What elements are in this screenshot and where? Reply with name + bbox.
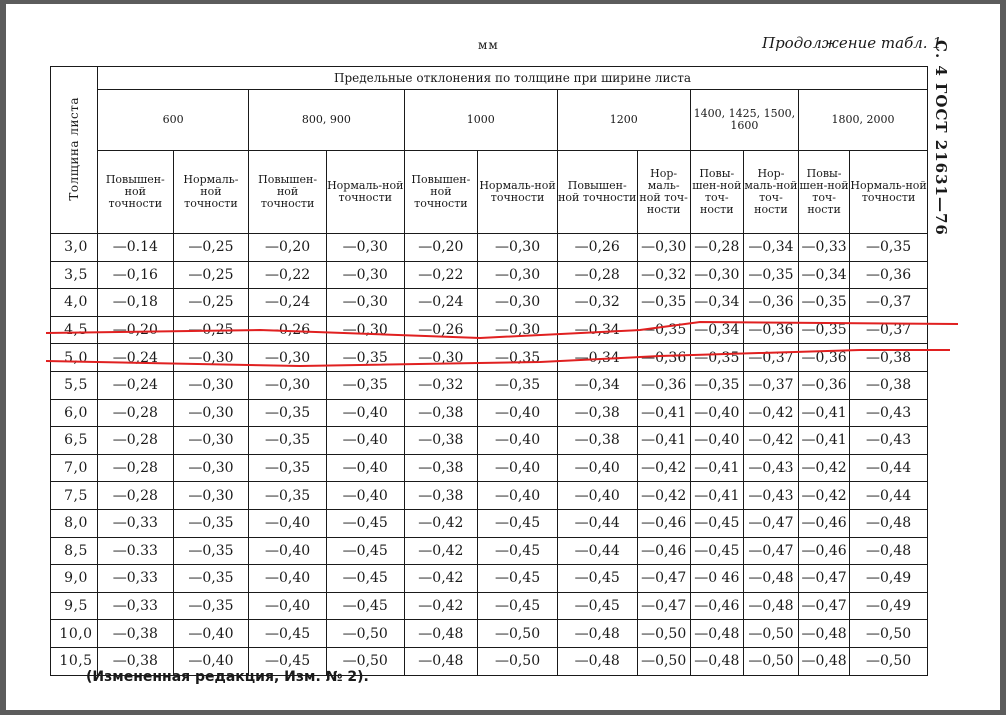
- deviation-cell: —0,45: [249, 647, 327, 675]
- deviation-cell: —0,32: [637, 261, 690, 289]
- deviation-cell: —0,30: [249, 371, 327, 399]
- precision-header: Повы-шен-ной точ-ности: [799, 151, 850, 234]
- deviation-cell: —0,43: [743, 482, 798, 510]
- deviation-cell: —0,50: [637, 647, 690, 675]
- deviation-cell: —0,30: [690, 261, 743, 289]
- deviation-cell: —0,49: [850, 592, 928, 620]
- deviation-cell: —0,36: [637, 344, 690, 372]
- deviation-cell: —0,36: [637, 371, 690, 399]
- deviation-cell: —0,25: [173, 234, 249, 262]
- deviation-cell: —0,20: [404, 234, 478, 262]
- deviation-cell: —0,20: [98, 316, 174, 344]
- deviation-cell: —0,35: [637, 289, 690, 317]
- precision-header: Нормаль-ной точности: [478, 151, 558, 234]
- deviation-cell: —0,48: [799, 620, 850, 648]
- deviation-cell: —0,28: [98, 427, 174, 455]
- deviation-cell: —0,28: [98, 482, 174, 510]
- deviation-cell: —0,45: [478, 592, 558, 620]
- table-row: [51, 565, 928, 593]
- deviation-cell: —0,41: [690, 482, 743, 510]
- deviation-cell: —0,42: [404, 592, 478, 620]
- deviation-cell: —0,38: [404, 482, 478, 510]
- deviation-cell: —0,36: [743, 316, 798, 344]
- deviation-cell: —0 46: [690, 565, 743, 593]
- deviation-cell: —0,40: [249, 592, 327, 620]
- deviation-cell: —0,48: [557, 620, 637, 648]
- table-row: [51, 537, 928, 565]
- deviation-cell: —0,46: [799, 509, 850, 537]
- table-row: [51, 592, 928, 620]
- deviation-cell: —0,34: [743, 234, 798, 262]
- deviation-cell: —0,47: [637, 565, 690, 593]
- deviation-cell: —0,25: [173, 289, 249, 317]
- deviation-cell: —0,50: [478, 647, 558, 675]
- deviation-cell: —0,33: [98, 565, 174, 593]
- deviation-cell: —0,18: [98, 289, 174, 317]
- thickness-cell: 7,5: [51, 482, 98, 510]
- deviation-cell: —0,35: [799, 289, 850, 317]
- table-row: [51, 509, 928, 537]
- width-header: 800, 900: [249, 90, 404, 151]
- table-row: [51, 289, 928, 317]
- deviation-cell: —0,50: [743, 620, 798, 648]
- deviation-cell: —0,37: [850, 316, 928, 344]
- deviation-cell: —0,35: [173, 509, 249, 537]
- deviation-cell: —0,44: [850, 482, 928, 510]
- deviation-cell: —0,25: [173, 261, 249, 289]
- deviation-cell: —0,30: [478, 289, 558, 317]
- thickness-cell: 4,5: [51, 316, 98, 344]
- deviation-cell: —0,36: [799, 371, 850, 399]
- deviation-cell: —0,38: [557, 399, 637, 427]
- thickness-cell: 8,0: [51, 509, 98, 537]
- thickness-column-header: Толщина листа: [51, 67, 98, 234]
- deviation-cell: —0,30: [326, 234, 404, 262]
- thickness-cell: 3,0: [51, 234, 98, 262]
- deviation-cell: —0,42: [799, 482, 850, 510]
- precision-header: Нор-маль-ной точ-ности: [743, 151, 798, 234]
- deviation-cell: —0,33: [98, 509, 174, 537]
- group-header: Предельные отклонения по толщине при ширине листа: [98, 67, 928, 90]
- thickness-cell: 5,0: [51, 344, 98, 372]
- deviation-cell: —0,48: [743, 565, 798, 593]
- deviation-cell: —0,48: [404, 647, 478, 675]
- width-header: 1400, 1425, 1500, 1600: [690, 90, 798, 151]
- deviation-cell: —0,50: [326, 620, 404, 648]
- deviation-cell: —0,47: [799, 565, 850, 593]
- deviation-cell: —0,24: [98, 371, 174, 399]
- precision-header: Повы-шен-ной точ-ности: [690, 151, 743, 234]
- deviation-cell: —0,47: [743, 509, 798, 537]
- deviation-cell: —0,46: [799, 537, 850, 565]
- deviation-cell: —0,47: [637, 592, 690, 620]
- deviation-cell: —0,35: [173, 592, 249, 620]
- deviation-cell: —0,41: [799, 399, 850, 427]
- deviation-cell: —0,30: [478, 234, 558, 262]
- deviation-cell: —0,42: [743, 399, 798, 427]
- deviation-cell: —0,40: [173, 620, 249, 648]
- deviation-cell: —0,48: [690, 620, 743, 648]
- deviation-cell: —0,32: [557, 289, 637, 317]
- deviation-cell: —0,48: [743, 592, 798, 620]
- deviation-cell: —0,40: [249, 565, 327, 593]
- deviation-cell: —0,34: [690, 289, 743, 317]
- deviation-cell: —0,34: [557, 344, 637, 372]
- thickness-cell: 9,0: [51, 565, 98, 593]
- thickness-cell: 10,0: [51, 620, 98, 648]
- deviation-cell: —0,34: [799, 261, 850, 289]
- deviation-cell: —0,48: [557, 647, 637, 675]
- deviation-cell: —0,47: [743, 537, 798, 565]
- deviation-cell: —0,33: [98, 592, 174, 620]
- deviation-cell: —0,40: [557, 482, 637, 510]
- deviation-cell: —0,40: [690, 399, 743, 427]
- deviation-cell: —0,47: [799, 592, 850, 620]
- deviation-cell: —0,42: [799, 454, 850, 482]
- deviation-cell: —0,40: [326, 454, 404, 482]
- deviation-cell: —0,35: [850, 234, 928, 262]
- precision-header: Нормаль-ной точности: [326, 151, 404, 234]
- width-header: 1000: [404, 90, 557, 151]
- precision-header: Нормаль-ной точности: [850, 151, 928, 234]
- deviation-cell: —0,35: [249, 454, 327, 482]
- thickness-cell: 9,5: [51, 592, 98, 620]
- deviation-cell: —0,41: [799, 427, 850, 455]
- deviation-cell: —0,44: [850, 454, 928, 482]
- deviation-cell: —0,36: [850, 261, 928, 289]
- deviation-cell: —0,45: [326, 592, 404, 620]
- deviation-cell: —0,37: [850, 289, 928, 317]
- deviation-cell: —0,38: [557, 427, 637, 455]
- thickness-cell: 4,0: [51, 289, 98, 317]
- deviation-cell: —0,40: [326, 427, 404, 455]
- table-row: [51, 316, 928, 344]
- deviation-cell: —0,40: [173, 647, 249, 675]
- deviation-cell: —0,49: [850, 565, 928, 593]
- deviation-cell: —0,22: [249, 261, 327, 289]
- deviation-cell: —0,44: [557, 537, 637, 565]
- deviation-cell: —0,30: [173, 371, 249, 399]
- deviation-cell: —0,50: [637, 620, 690, 648]
- deviation-cell: —0.14: [98, 234, 174, 262]
- table-row: [51, 344, 928, 372]
- table-row: [51, 399, 928, 427]
- deviation-cell: —0,30: [249, 344, 327, 372]
- table-row: [51, 620, 928, 648]
- width-header: 1800, 2000: [799, 90, 928, 151]
- deviation-cell: —0,42: [404, 509, 478, 537]
- deviation-cell: —0,42: [637, 454, 690, 482]
- thickness-cell: 10,5: [51, 647, 98, 675]
- width-header: 600: [98, 90, 249, 151]
- deviation-cell: —0,38: [98, 620, 174, 648]
- deviation-cell: —0,40: [326, 399, 404, 427]
- deviation-cell: —0,26: [557, 234, 637, 262]
- deviation-cell: —0,40: [326, 482, 404, 510]
- deviation-cell: —0,40: [478, 482, 558, 510]
- deviation-cell: —0,42: [404, 537, 478, 565]
- deviation-cell: —0,30: [173, 427, 249, 455]
- deviation-cell: —0,38: [404, 399, 478, 427]
- amendment-note: (Измененная редакция, Изм. № 2).: [86, 669, 369, 685]
- deviation-cell: —0,30: [173, 454, 249, 482]
- deviation-cell: —0,45: [326, 537, 404, 565]
- deviation-cell: —0,45: [478, 537, 558, 565]
- deviation-cell: —0,48: [404, 620, 478, 648]
- deviation-cell: —0,45: [249, 620, 327, 648]
- deviation-cell: —0,28: [690, 234, 743, 262]
- deviation-cell: —0,34: [557, 316, 637, 344]
- deviation-cell: —0,35: [326, 344, 404, 372]
- deviation-cell: —0,44: [557, 509, 637, 537]
- deviation-cell: —0,42: [404, 565, 478, 593]
- deviation-cell: —0,48: [690, 647, 743, 675]
- deviation-cell: —0,50: [850, 647, 928, 675]
- deviation-cell: —0,46: [637, 537, 690, 565]
- deviation-cell: —0,50: [326, 647, 404, 675]
- deviation-cell: —0,26: [249, 316, 327, 344]
- deviation-cell: —0,20: [249, 234, 327, 262]
- deviation-cell: —0,34: [557, 371, 637, 399]
- tolerance-table: [50, 66, 928, 676]
- thickness-cell: 3,5: [51, 261, 98, 289]
- table-row: [51, 261, 928, 289]
- deviation-cell: —0,35: [799, 316, 850, 344]
- deviation-cell: —0,38: [850, 344, 928, 372]
- thickness-cell: 6,0: [51, 399, 98, 427]
- deviation-cell: —0,48: [850, 537, 928, 565]
- deviation-cell: —0,30: [478, 261, 558, 289]
- deviation-cell: —0,30: [173, 399, 249, 427]
- continuation-label: Продолжение табл. 1: [762, 34, 942, 52]
- deviation-cell: —0,25: [173, 316, 249, 344]
- deviation-cell: —0,24: [404, 289, 478, 317]
- deviation-cell: —0,46: [690, 592, 743, 620]
- deviation-cell: —0,35: [173, 565, 249, 593]
- thickness-cell: 6,5: [51, 427, 98, 455]
- deviation-cell: —0.33: [98, 537, 174, 565]
- deviation-cell: —0,40: [478, 399, 558, 427]
- precision-header: Повышен-ной точности: [98, 151, 174, 234]
- deviation-cell: —0,45: [326, 509, 404, 537]
- deviation-cell: —0,35: [478, 371, 558, 399]
- deviation-cell: —0,33: [799, 234, 850, 262]
- deviation-cell: —0,42: [743, 427, 798, 455]
- table-row: [51, 234, 928, 262]
- deviation-cell: —0,40: [478, 454, 558, 482]
- deviation-cell: —0,41: [637, 399, 690, 427]
- deviation-cell: —0,45: [478, 509, 558, 537]
- deviation-cell: —0,38: [98, 647, 174, 675]
- deviation-cell: —0,45: [326, 565, 404, 593]
- deviation-cell: —0,26: [404, 316, 478, 344]
- deviation-cell: —0,43: [850, 427, 928, 455]
- deviation-cell: —0,41: [637, 427, 690, 455]
- width-header: 1200: [557, 90, 690, 151]
- table-row: [51, 482, 928, 510]
- deviation-cell: —0,24: [98, 344, 174, 372]
- deviation-cell: —0,38: [404, 454, 478, 482]
- deviation-cell: —0,35: [326, 371, 404, 399]
- deviation-cell: —0,45: [557, 592, 637, 620]
- deviation-cell: —0,35: [249, 482, 327, 510]
- deviation-cell: —0,50: [743, 647, 798, 675]
- deviation-cell: —0,35: [637, 316, 690, 344]
- deviation-cell: —0,45: [690, 509, 743, 537]
- deviation-cell: —0,30: [326, 261, 404, 289]
- deviation-cell: —0,50: [478, 620, 558, 648]
- document-page: [6, 4, 1000, 710]
- deviation-cell: —0,41: [690, 454, 743, 482]
- deviation-cell: —0,16: [98, 261, 174, 289]
- deviation-cell: —0,45: [557, 565, 637, 593]
- deviation-cell: —0,35: [478, 344, 558, 372]
- deviation-cell: —0,40: [478, 427, 558, 455]
- deviation-cell: —0,36: [743, 289, 798, 317]
- deviation-cell: —0,32: [404, 371, 478, 399]
- precision-header: Нормаль-ной точности: [173, 151, 249, 234]
- precision-header: Повышен-ной точности: [249, 151, 327, 234]
- deviation-cell: —0,37: [743, 344, 798, 372]
- deviation-cell: —0,28: [98, 454, 174, 482]
- deviation-cell: —0,34: [690, 316, 743, 344]
- deviation-cell: —0,40: [557, 454, 637, 482]
- deviation-cell: —0,30: [173, 482, 249, 510]
- precision-header: Нор-маль-ной точ-ности: [637, 151, 690, 234]
- table-row: [51, 454, 928, 482]
- deviation-cell: —0,40: [249, 509, 327, 537]
- deviation-cell: —0,22: [404, 261, 478, 289]
- deviation-cell: —0,28: [557, 261, 637, 289]
- deviation-cell: —0,43: [850, 399, 928, 427]
- table-row: [51, 427, 928, 455]
- thickness-cell: 8,5: [51, 537, 98, 565]
- deviation-cell: —0,38: [850, 371, 928, 399]
- precision-header: Повышен-ной точности: [557, 151, 637, 234]
- standard-code: С. 4 ГОСТ 21631—76: [932, 40, 950, 236]
- deviation-cell: —0,35: [249, 399, 327, 427]
- deviation-cell: —0,40: [249, 537, 327, 565]
- deviation-cell: —0,48: [799, 647, 850, 675]
- thickness-cell: 7,0: [51, 454, 98, 482]
- deviation-cell: —0,35: [249, 427, 327, 455]
- deviation-cell: —0,36: [799, 344, 850, 372]
- deviation-cell: —0,45: [478, 565, 558, 593]
- deviation-cell: —0,30: [326, 289, 404, 317]
- precision-header: Повышен-ной точности: [404, 151, 478, 234]
- deviation-cell: —0,50: [850, 620, 928, 648]
- deviation-cell: —0,48: [850, 509, 928, 537]
- deviation-cell: —0,28: [98, 399, 174, 427]
- deviation-cell: —0,35: [173, 537, 249, 565]
- thickness-cell: 5,5: [51, 371, 98, 399]
- deviation-cell: —0,30: [404, 344, 478, 372]
- deviation-cell: —0,46: [637, 509, 690, 537]
- unit-label: мм: [478, 38, 499, 52]
- deviation-cell: —0,30: [478, 316, 558, 344]
- table-row: [51, 371, 928, 399]
- deviation-cell: —0,30: [637, 234, 690, 262]
- deviation-cell: —0,35: [690, 371, 743, 399]
- deviation-cell: —0,24: [249, 289, 327, 317]
- deviation-cell: —0,37: [743, 371, 798, 399]
- deviation-cell: —0,40: [690, 427, 743, 455]
- deviation-cell: —0,30: [326, 316, 404, 344]
- deviation-cell: —0,42: [637, 482, 690, 510]
- deviation-cell: —0,38: [404, 427, 478, 455]
- deviation-cell: —0,30: [173, 344, 249, 372]
- deviation-cell: —0,43: [743, 454, 798, 482]
- deviation-cell: —0,35: [690, 344, 743, 372]
- deviation-cell: —0,45: [690, 537, 743, 565]
- deviation-cell: —0,35: [743, 261, 798, 289]
